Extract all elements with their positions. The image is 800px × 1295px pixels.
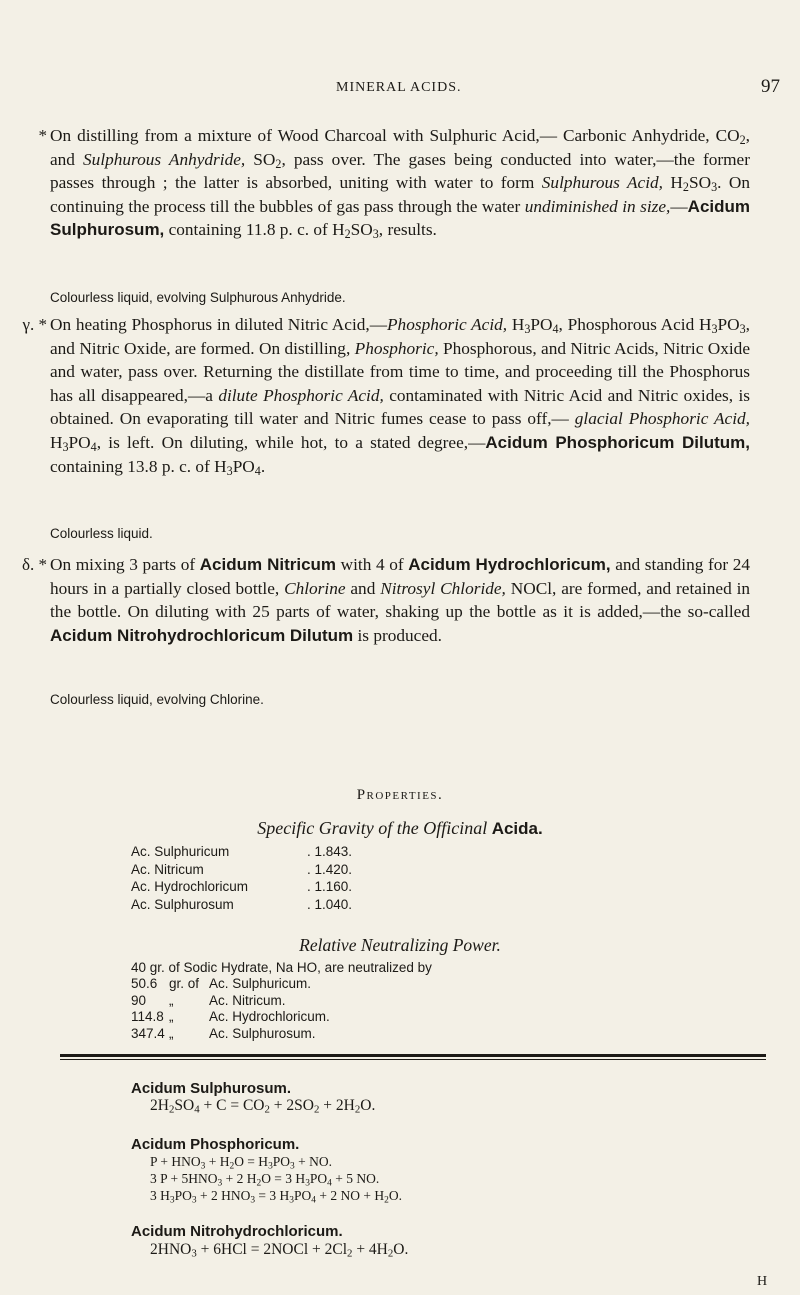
properties-heading: Properties. [356, 787, 444, 803]
specific-gravity-heading: Specific Gravity of the Officinal Acida. [257, 818, 543, 838]
equation-heading: Acidum Nitrohydrochloricum. [131, 1223, 343, 1240]
equation: $2H_2SO_4 + C = CO_2 + 2SO_2 + 2H_2O$. [150, 1097, 376, 1116]
section-marker: * [38, 126, 47, 145]
table-row: 90 „ Ac. Nitricum. [131, 992, 286, 1008]
table-row: 50.6 gr. of Ac. Sulphuricum. [131, 976, 312, 991]
page-number: 97 [761, 76, 780, 97]
neutralizing-intro: 40 gr. of Sodic Hydrate, Na HO, are neutralized by [131, 960, 432, 975]
signature-mark: H [757, 1274, 768, 1289]
table-row: Ac. Sulphuricum . 1.843. [131, 844, 353, 859]
equation-heading: Acidum Phosphoricum. [131, 1136, 300, 1153]
equation: 3 $H_3PO_3 + 2$ $HNO_3 = 3$ $H_3PO_4 + 2$ NO + $H_2O$. [150, 1188, 402, 1206]
sulphurous-note: Colourless liquid, evolving Sulphurous Anhydride. [50, 290, 346, 305]
section-marker: γ. * [22, 315, 47, 334]
specific-gravity-table [131, 843, 352, 913]
product-name: Acidum Phosphoricum Dilutum, [485, 432, 750, 452]
product-name: Acidum Nitrohydrochloricum Dilutum [50, 625, 354, 645]
sulphurous-paragraph: * On distilling from a mixture of Wood Charcoal with Sulphuric Acid,— Carbonic Anhydride, $CO_2$, and Sulphurous Anhydride, $SO_2$, pass over. The gases being conducted into water,—the former passes through ; the latter is absorbed, uniting with water to form Sulphurous Acid, $H_2SO_3$. On continuing the process till the bubbles of gas pass through the water undiminished in size,—Acidum Sulphurosum, containing 11.8 p. c. of $H_2SO_3$, results. [50, 124, 750, 242]
equation: 3 $P + 5HNO_3 + 2$ $H_2O = 3$ $H_3PO_4 + 5$ NO. [150, 1171, 380, 1189]
table-row: 347.4 „ Ac. Sulphurosum. [131, 1025, 316, 1041]
product-name: Acidum Sulphurosum, [50, 196, 751, 240]
table-row: Ac. Sulphurosum . 1.040. [131, 896, 353, 912]
table-row: 114.8 „ Ac. Hydrochloricum. [131, 1009, 330, 1024]
neutralizing-table [131, 976, 330, 1042]
thick-divider [60, 1054, 766, 1057]
running-head: MINERAL ACIDS. [336, 80, 462, 95]
phosphoric-paragraph: γ. * On heating Phosphorus in diluted Nitric Acid,—Phosphoric Acid, $H_3PO_4$, Phosphorous Acid $H_3PO_3$, and Nitric Oxide, are formed. On distilling, Phosphoric, Phosphorous, and Nitric Acids, Nitric Oxide and water, pass over. Returning the distillate from time to time, and proceeding till the Phosphorus has all disappeared,—a dilute Phosphoric Acid, contaminated with Nitric Acid and Nitric oxides, is obtained. On evaporating till water and Nitric fumes cease to pass off,— glacial Phosphoric Acid, $H_3PO_4$, is left. On diluting, while hot, to a stated degree,—Acidum Phosphoricum Dilutum, containing 13.8 p. c. of $H_3PO_4$. [50, 313, 750, 478]
neutralizing-heading: Relative Neutralizing Power. [299, 935, 501, 955]
page-header [0, 76, 800, 104]
thin-divider [60, 1059, 766, 1060]
equation-heading: Acidum Sulphurosum. [131, 1080, 292, 1097]
acid-name: Acidum Nitricum [199, 555, 337, 574]
equation: $2HNO_3 + 6HCl$ = 2NOCl + $2Cl_2 + 4H_2O$. [150, 1241, 409, 1260]
equation: $P + HNO_3 + H_2O = H_3PO_3$ + NO. [150, 1154, 333, 1172]
acid-name: Acidum Hydrochloricum, [408, 555, 611, 574]
nitrohydrochloric-paragraph: δ. * On mixing 3 parts of Acidum Nitricum with 4 of Acidum Hydrochloricum, and standing for 24 hours in a partially closed bottle, Chlorine and Nitrosyl Chloride, NOCl, are formed, and retained in the bottle. On diluting with 25 parts of water, shaking up the bottle as it is added,—the so-called Acidum Nitrohydrochloricum Dilutum is produced. [50, 553, 750, 647]
table-row: Ac. Nitricum . 1.420. [131, 861, 353, 877]
section-marker: δ. * [21, 555, 47, 574]
table-row: Ac. Hydrochloricum . 1.160. [131, 879, 353, 895]
phosphoric-note: Colourless liquid. [50, 526, 153, 541]
nitrohydrochloric-note: Colourless liquid, evolving Chlorine. [50, 692, 264, 707]
